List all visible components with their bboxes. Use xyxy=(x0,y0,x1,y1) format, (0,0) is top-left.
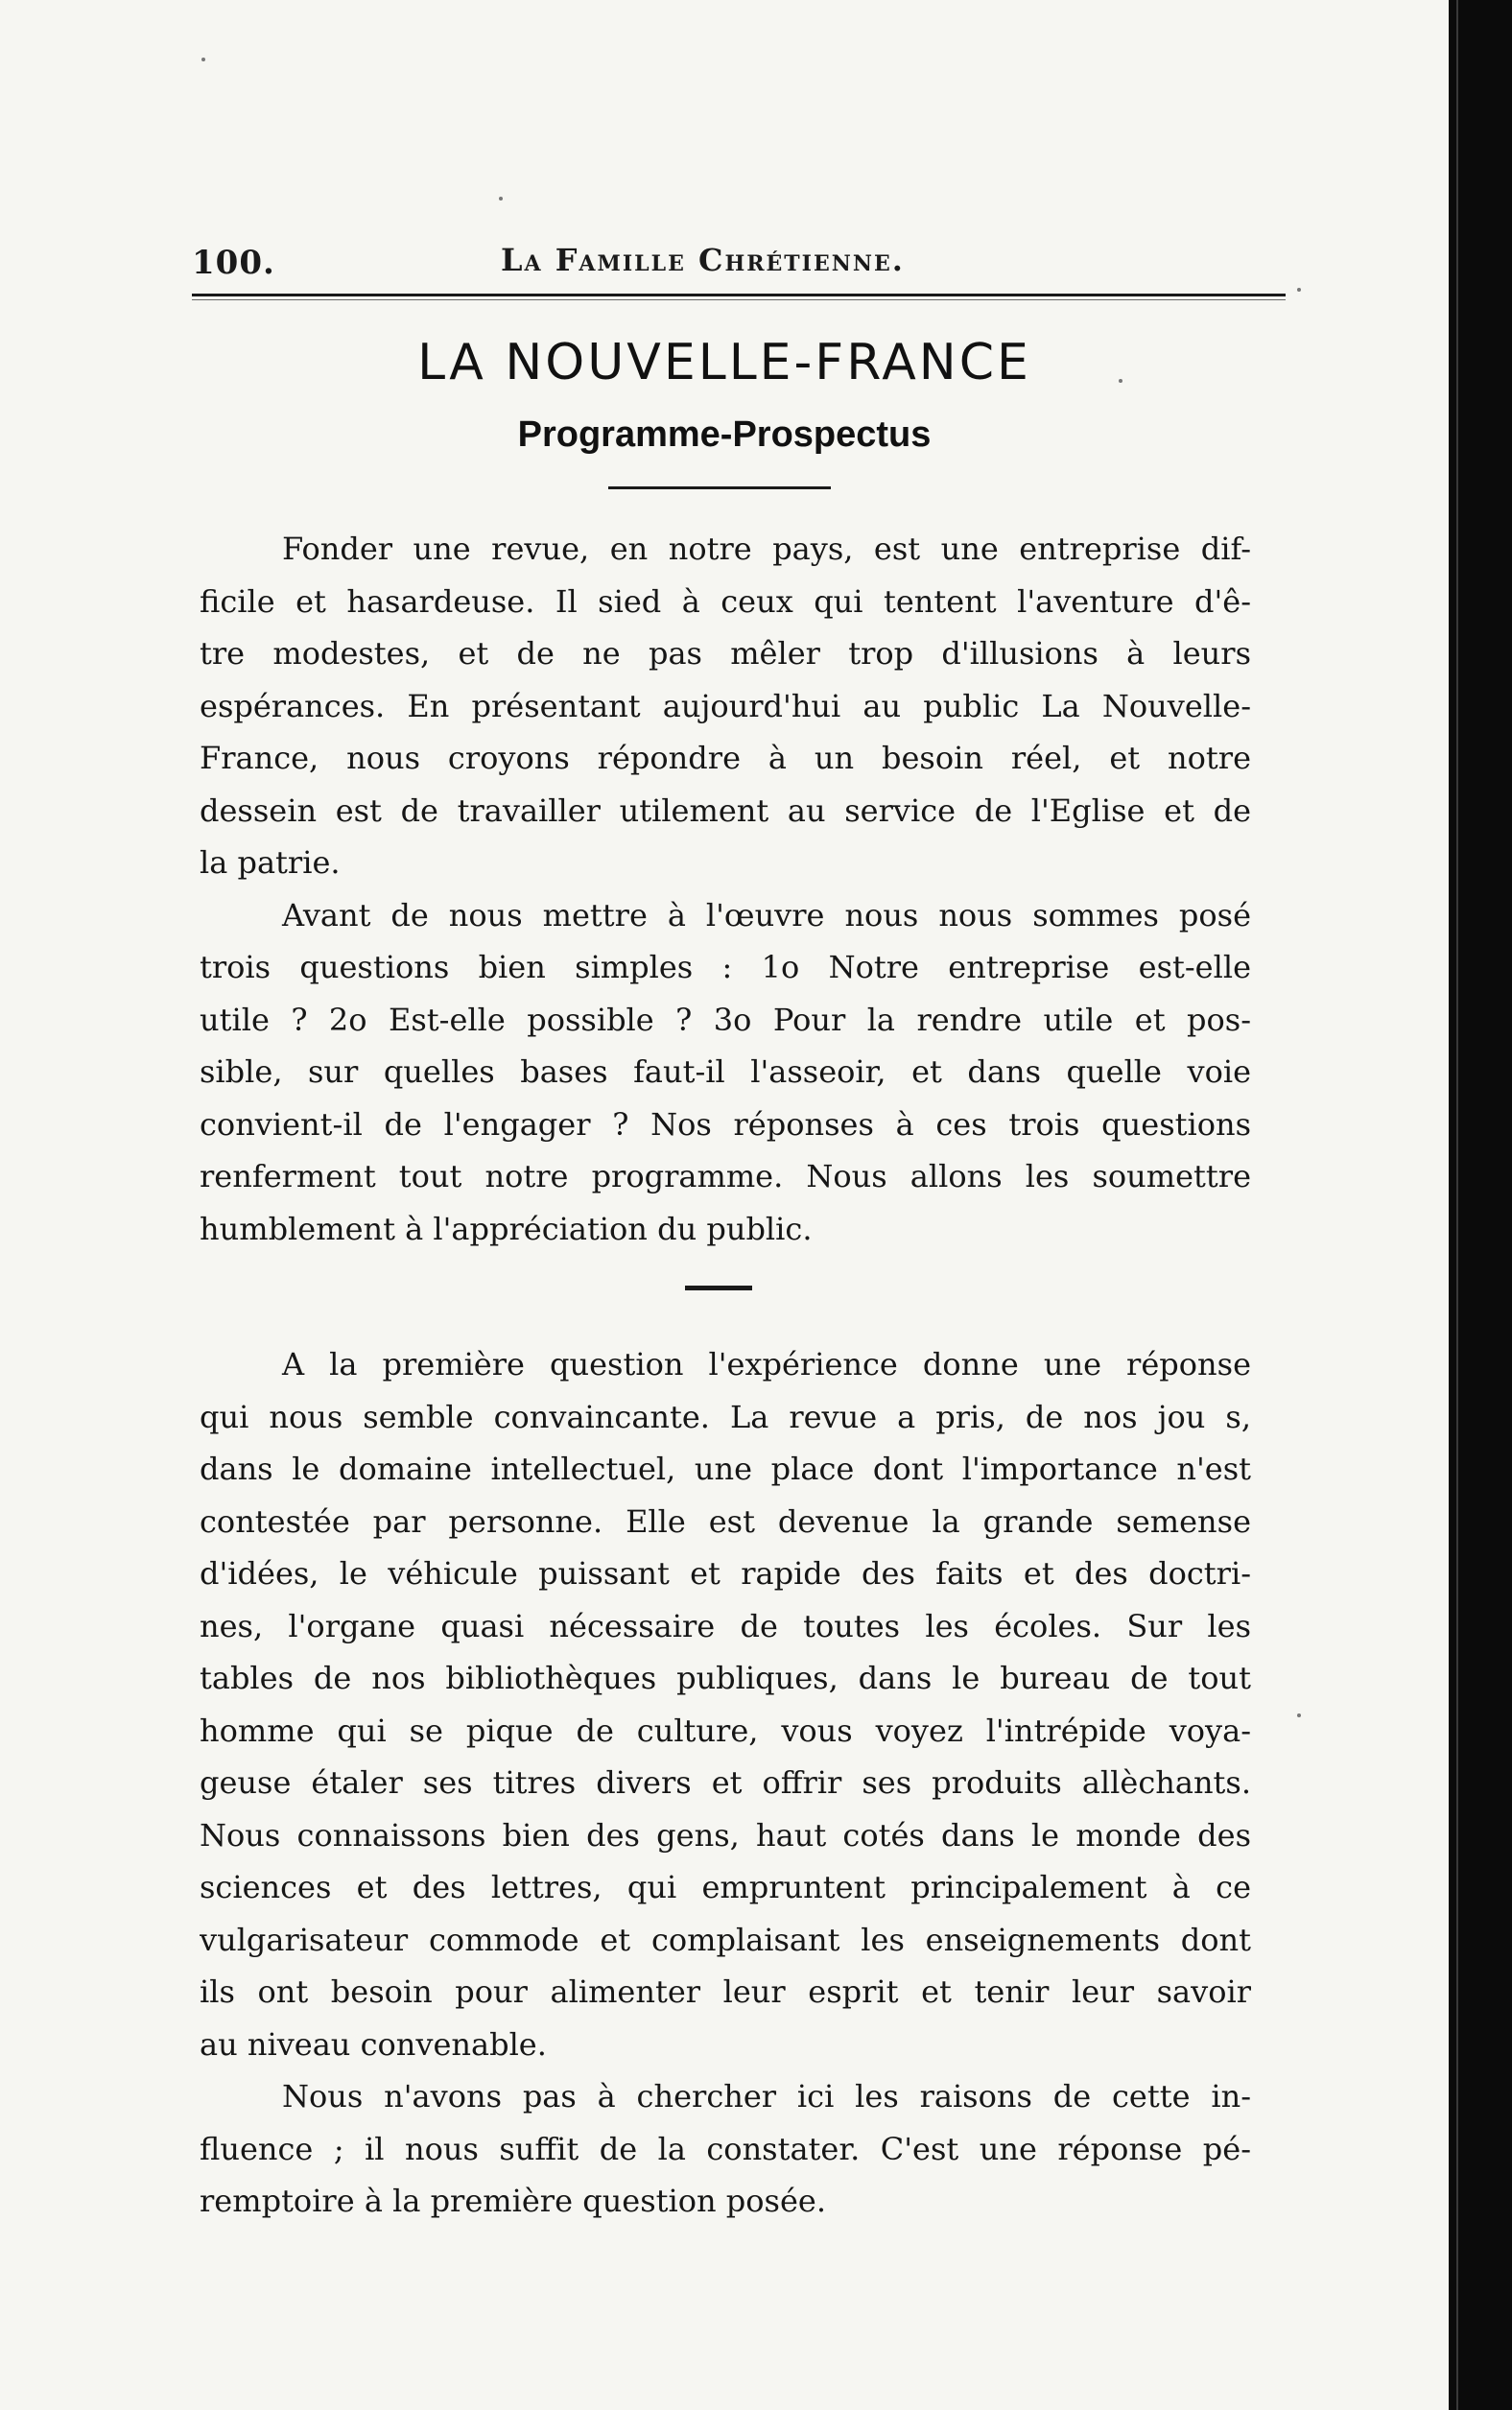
text-line: ils ont besoin pour alimenter leur esprit et tenir leur savoir xyxy=(200,1973,1251,2010)
text-line: nes, l'organe quasi nécessaire de toutes les écoles. Sur les xyxy=(200,1607,1251,1644)
scan-speck xyxy=(499,197,503,201)
text-line: renferment tout notre programme. Nous allons les soumettre xyxy=(200,1158,1251,1194)
text-line: homme qui se pique de culture, vous voyez l'intrépide voya- xyxy=(200,1712,1251,1749)
text-line: espérances. En présentant aujourd'hui au public La Nouvelle- xyxy=(200,687,1251,724)
text-line: la patrie. xyxy=(200,844,341,881)
running-header xyxy=(192,240,1286,288)
text-line: Nous connaissons bien des gens, haut cotés dans le monde des xyxy=(200,1816,1251,1854)
article-title: LA NOUVELLE-FRANCE xyxy=(417,334,1031,391)
text-line: qui nous semble convaincante. La revue a pris, de nos jou s, xyxy=(200,1398,1251,1435)
text-line: sible, sur quelles bases faut-il l'asseoir, et dans quelle voie xyxy=(200,1053,1251,1090)
text-line: convient-il de l'engager ? Nos réponses à ces trois questions xyxy=(200,1105,1251,1143)
text-line: tre modestes, et de ne pas mêler trop d'illusions à leurs xyxy=(200,635,1251,672)
text-line: humblement à l'appréciation du public. xyxy=(200,1210,813,1247)
scan-dark-edge xyxy=(1449,0,1512,2410)
scan-speck xyxy=(1297,1713,1301,1717)
journal-title: La Famille Chrétienne. xyxy=(501,242,905,278)
title-divider xyxy=(608,486,831,489)
header-rule xyxy=(192,294,1286,296)
text-line: sciences et des lettres, qui empruntent principalement à ce xyxy=(200,1869,1251,1905)
article-subtitle: Programme-Prospectus xyxy=(517,414,932,455)
text-line: tables de nos bibliothèques publiques, dans le bureau de tout xyxy=(200,1660,1251,1696)
text-line: Avant de nous mettre à l'œuvre nous nous sommes posé xyxy=(282,896,1251,933)
text-line: remptoire à la première question posée. xyxy=(200,2183,827,2219)
text-line: au niveau convenable. xyxy=(200,2025,547,2063)
text-line: utile ? 2o Est-elle possible ? 3o Pour la rendre utile et pos- xyxy=(200,1001,1251,1038)
text-line: A la première question l'expérience donne une réponse xyxy=(282,1346,1251,1382)
text-line: d'idées, le véhicule puissant et rapide des faits et des doctri- xyxy=(200,1555,1251,1592)
scan-speck xyxy=(201,58,205,61)
section-one xyxy=(200,523,1251,1255)
text-line: dessein est de travailler utilement au service de l'Eglise et de xyxy=(200,792,1251,829)
scan-speck xyxy=(1297,288,1301,292)
text-line: Nous n'avons pas à chercher ici les raisons de cette in- xyxy=(282,2078,1251,2115)
text-line: dans le domaine intellectuel, une place dont l'importance n'est xyxy=(200,1451,1251,1487)
text-line: ficile et hasardeuse. Il sied à ceux qui tentent l'aventure d'ê- xyxy=(200,582,1251,620)
text-line: contestée par personne. Elle est devenue la grande semense xyxy=(200,1502,1251,1540)
text-line: trois questions bien simples : 1o Notre entreprise est-elle xyxy=(200,949,1251,985)
page-number: 100. xyxy=(192,244,275,282)
header-rule-thin xyxy=(192,299,1286,300)
text-line: vulgarisateur commode et complaisant les enseignements dont xyxy=(200,1921,1251,1958)
text-line: geuse étaler ses titres divers et offrir ses produits allèchants. xyxy=(200,1764,1251,1801)
section-divider xyxy=(685,1286,752,1290)
scan-edge-streak xyxy=(1456,0,1458,2410)
text-line: France, nous croyons répondre à un besoin réel, et notre xyxy=(200,740,1251,776)
text-line: Fonder une revue, en notre pays, est une entreprise dif- xyxy=(282,531,1251,567)
section-two xyxy=(200,1338,1251,2228)
text-line: fluence ; il nous suffit de la constater. C'est une réponse pé- xyxy=(200,2130,1251,2167)
